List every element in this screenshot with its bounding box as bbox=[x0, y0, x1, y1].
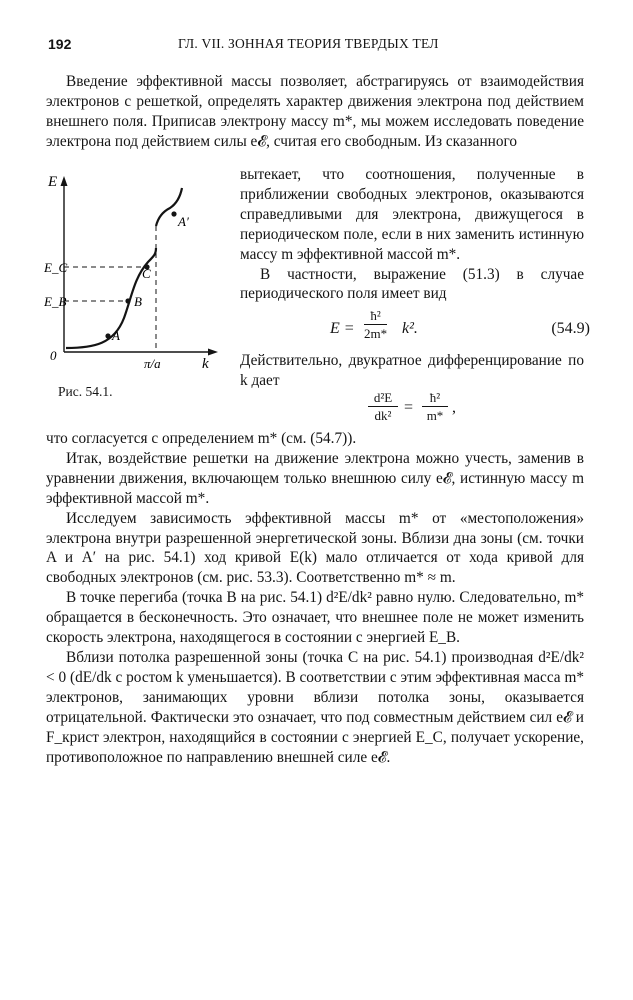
formula-rhs: k². bbox=[402, 320, 418, 337]
point-c-label: C bbox=[142, 266, 151, 281]
second-derivative-formula bbox=[368, 390, 488, 430]
side-text-block-2 bbox=[240, 351, 584, 391]
right-numerator: ħ² bbox=[429, 390, 441, 405]
side-text-block bbox=[240, 165, 584, 304]
level-c-label: E_C bbox=[44, 260, 68, 275]
fraction-numerator: ħ² bbox=[370, 308, 381, 323]
main-text-bottom bbox=[46, 429, 584, 767]
axis-label-e: E bbox=[48, 174, 58, 190]
side-text-3: Действительно, двукратное дифференцирование по k дает bbox=[240, 352, 584, 389]
point-a-marker bbox=[105, 333, 110, 338]
paragraph-consistent: что согласуется с определением m* (см. (54.7)). bbox=[46, 430, 357, 447]
left-bar bbox=[368, 406, 398, 407]
page-number: 192 bbox=[48, 36, 72, 52]
left-numerator: d²E bbox=[373, 390, 393, 405]
running-title: ГЛ. VII. ЗОННАЯ ТЕОРИЯ ТВЕРДЫХ ТЕЛ bbox=[178, 36, 439, 51]
point-a-prime-marker bbox=[171, 211, 176, 216]
fraction-bar bbox=[364, 324, 387, 325]
pi-over-a-label: π/a bbox=[144, 356, 161, 371]
formula-54-9 bbox=[330, 308, 590, 352]
figure-caption: Рис. 54.1. bbox=[58, 384, 113, 399]
paragraph-study: Исследуем зависимость эффективной массы m* от «местоположения» электрона внутри разрешенной энергетической зоны. Вблизи дна зоны (см. точки A и A′ на рис. 54.1) ход кривой E(k) мало отличается от хода кривой для свободных электронов (см. рис. 53.3). Соответственно m* ≈ m. bbox=[46, 509, 584, 587]
formula-fraction bbox=[364, 308, 387, 341]
right-fraction bbox=[422, 390, 448, 423]
fraction-denominator: 2m* bbox=[364, 326, 388, 341]
point-a-prime-label: A′ bbox=[178, 214, 189, 229]
side-text-2: В частности, выражение (51.3) в случае периодического поля имеет вид bbox=[240, 265, 584, 303]
origin-label: 0 bbox=[50, 348, 57, 363]
formula-comma: , bbox=[452, 399, 456, 416]
formula-lhs: E = bbox=[330, 320, 355, 337]
point-a-label: A bbox=[112, 328, 120, 343]
x-axis-arrow bbox=[208, 349, 218, 356]
equation-tag: (54.9) bbox=[551, 320, 590, 337]
paragraph-inflection: В точке перегиба (точка B на рис. 54.1) d²E/dk² равно нулю. Следовательно, m* обращается в бесконечность. Это означает, что внешнее поле не может изменить скорость электрона, находящегося в состоянии с энергией E_B. bbox=[46, 589, 584, 647]
axis-label-k: k bbox=[202, 356, 209, 372]
equals-sign: = bbox=[404, 399, 414, 416]
left-fraction bbox=[368, 390, 398, 423]
figure-54-1 bbox=[44, 168, 240, 408]
lower-band-curve bbox=[66, 248, 156, 348]
y-axis-arrow bbox=[61, 176, 68, 186]
right-denominator: m* bbox=[426, 408, 444, 423]
point-b-marker bbox=[125, 298, 130, 303]
side-text-1: вытекает, что соотношения, полученные в приближении свободных электронов, оказываются справедливыми для электрона, движущегося в периодическом поле, если в них заменить истинную массу m эффективной массой m*. bbox=[240, 166, 584, 263]
left-denominator: dk² bbox=[374, 408, 392, 423]
right-bar bbox=[422, 406, 448, 407]
page-header bbox=[48, 36, 588, 54]
paragraph-itak: Итак, воздействие решетки на движение электрона можно учесть, заменив в уравнении движения, включающем только внешнюю силу e𝓔, истинную массу m эффективной массой m*. bbox=[46, 449, 584, 507]
paragraph-ceiling: Вблизи потолка разрешенной зоны (точка C на рис. 54.1) производная d²E/dk² < 0 (dE/dk с ростом k уменьшается). В соответствии с этим эффективная масса m* электронов, занимающих уровни вблизи потолка зоны, оказывается отрицательной. Фактически это означает, что под совместным действием сил e𝓔 и F_крист электрон, находящийся в состоянии с энергией E_C, получает ускорение, противоположное по направлению внешней силе e𝓔. bbox=[46, 648, 584, 766]
intro-paragraph bbox=[46, 72, 584, 152]
paragraph-intro: Введение эффективной массы позволяет, абстрагируясь от взаимодействия электронов с решеткой, определять характер движения электрона под действием внешнего поля. Приписав электрону массу m*, мы можем исследовать поведение электрона под действием силы e𝓔, считая его свободным. Из сказанного bbox=[46, 73, 584, 150]
point-b-label: B bbox=[134, 294, 142, 309]
level-b-label: E_B bbox=[44, 294, 67, 309]
energy-band-diagram bbox=[44, 168, 240, 408]
